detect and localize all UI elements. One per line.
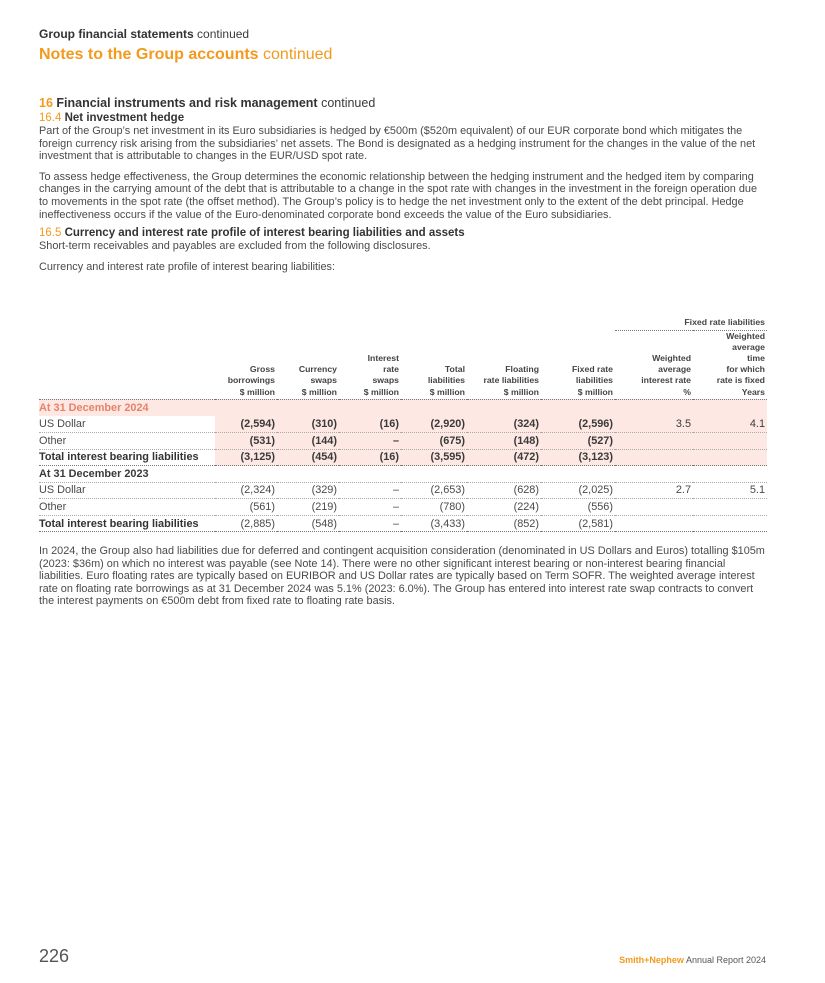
cell-gross: (531) xyxy=(215,432,277,449)
cell-weighted-time xyxy=(693,515,767,532)
row-label: Other xyxy=(39,499,215,516)
cell-weighted-time xyxy=(693,449,767,466)
cell-weighted-rate xyxy=(615,449,693,466)
row-label: Total interest bearing liabilities xyxy=(39,515,215,532)
cell-currency-swaps: (310) xyxy=(277,416,339,433)
cell-weighted-rate: 2.7 xyxy=(615,482,693,499)
cell-currency-swaps: (548) xyxy=(277,515,339,532)
cell-fixed: (2,596) xyxy=(541,416,615,433)
cell-weighted-time xyxy=(693,432,767,449)
note-title: Financial instruments and risk management xyxy=(56,96,318,110)
paragraph: Short-term receivables and payables are excluded from the following disclosures. xyxy=(39,240,431,253)
cell-gross: (3,125) xyxy=(215,449,277,466)
cell-currency-swaps: (219) xyxy=(277,499,339,516)
cell-fixed: (3,123) xyxy=(541,449,615,466)
footer xyxy=(619,955,766,965)
year-row-2023 xyxy=(39,466,767,483)
cell-currency-swaps: (144) xyxy=(277,432,339,449)
cell-weighted-time: 4.1 xyxy=(693,416,767,433)
table-row xyxy=(39,482,767,499)
cell-interest-rate-swaps: – xyxy=(339,515,401,532)
paragraph: To assess hedge effectiveness, the Group determines the economic relationship between the hedging instrument and the hedged item by comparing changes in the carrying amount of the debt that is attributable to a change in the spot rate with changes in the investment in the foreign operation due to movements in the spot rate (the offset method). The Group’s policy is to hedge the net investment only to the extent of the debt principal. Hedge ineffectiveness occurs if the value of the Euro-denominated corporate bond exceeds the value of the Euro subsidiaries. xyxy=(39,170,758,221)
table-total-row xyxy=(39,449,767,466)
cell-fixed: (556) xyxy=(541,499,615,516)
note-number: 16 xyxy=(39,96,53,110)
cell-interest-rate-swaps: – xyxy=(339,432,401,449)
cell-interest-rate-swaps: – xyxy=(339,482,401,499)
table-group-header-row xyxy=(39,316,767,330)
col-header-total-liabilities: Total liabilities $ million xyxy=(401,330,467,399)
col-header-weighted-rate: Weighted average interest rate % xyxy=(615,330,693,399)
subsection-heading-16-5 xyxy=(39,227,767,239)
note-continued: continued xyxy=(321,96,376,110)
cell-total: (3,595) xyxy=(401,449,467,466)
cell-weighted-rate xyxy=(615,515,693,532)
fixed-rate-group-header: Fixed rate liabilities xyxy=(615,316,767,330)
col-header-interest-rate-swaps: Interest rate swaps $ million xyxy=(339,330,401,399)
paragraph: Currency and interest rate profile of interest bearing liabilities: xyxy=(39,260,336,273)
cell-floating: (324) xyxy=(467,416,541,433)
cell-gross: (2,324) xyxy=(215,482,277,499)
year-label: At 31 December 2023 xyxy=(39,466,215,483)
page-title-continued: continued xyxy=(263,46,333,63)
cell-weighted-rate xyxy=(615,432,693,449)
table-column-header-row xyxy=(39,330,767,399)
paragraph: In 2024, the Group also had liabilities due for deferred and contingent acquisition consideration (denominated in US Dollars and Euros) totalling $105m (2023: $36m) on which no interest was payable (see Note 14). There were no other significant interest bearing or non-interest bearing financial liabilities. Euro floating rates are typically based on EURIBOR and US Dollar rates are typically based on Term SOFR. The weighted average interest rate on floating rate borrowings as at 31 December 2024 was 5.1% (2023: 6.0%). The Group has entered into interest rate swap contracts to convert the interest payments on €500m debt from fixed rate to floating rate basis. xyxy=(39,545,765,608)
cell-gross: (561) xyxy=(215,499,277,516)
col-header-weighted-time: Weighted average time for which rate is fixed Years xyxy=(693,330,767,399)
subsection-title: Net investment hedge xyxy=(64,112,185,124)
cell-weighted-time: 5.1 xyxy=(693,482,767,499)
cell-total: (3,433) xyxy=(401,515,467,532)
col-header-floating: Floating rate liabilities $ million xyxy=(467,330,541,399)
running-header-label: Group financial statements xyxy=(39,27,194,41)
page-title-text: Notes to the Group accounts xyxy=(39,46,259,63)
cell-currency-swaps: (329) xyxy=(277,482,339,499)
page-title xyxy=(39,46,332,64)
year-row-2024 xyxy=(39,399,767,416)
cell-weighted-time xyxy=(693,499,767,516)
year-label: At 31 December 2024 xyxy=(39,399,215,416)
table-row xyxy=(39,432,767,449)
subsection-number: 16.5 xyxy=(39,227,62,240)
cell-weighted-rate xyxy=(615,499,693,516)
cell-fixed: (2,581) xyxy=(541,515,615,532)
row-label: Total interest bearing liabilities xyxy=(39,449,215,466)
page-number: 226 xyxy=(39,946,70,966)
cell-interest-rate-swaps: (16) xyxy=(339,416,401,433)
row-label: US Dollar xyxy=(39,416,215,433)
cell-floating: (472) xyxy=(467,449,541,466)
note-body xyxy=(39,96,767,273)
col-header-currency-swaps: Currency swaps $ million xyxy=(277,330,339,399)
table-total-row xyxy=(39,515,767,532)
cell-fixed: (527) xyxy=(541,432,615,449)
brand-logo-text: Smith+Nephew xyxy=(619,955,684,965)
subsection-title: Currency and interest rate profile of interest bearing liabilities and assets xyxy=(64,227,465,240)
cell-fixed: (2,025) xyxy=(541,482,615,499)
cell-total: (2,920) xyxy=(401,416,467,433)
post-table-notes xyxy=(39,544,767,608)
cell-gross: (2,594) xyxy=(215,416,277,433)
col-header-fixed: Fixed rate liabilities $ million xyxy=(541,330,615,399)
cell-floating: (628) xyxy=(467,482,541,499)
footer-report-title: Annual Report 2024 xyxy=(685,955,766,965)
col-header-gross: Gross borrowings $ million xyxy=(215,330,277,399)
row-label: US Dollar xyxy=(39,482,215,499)
row-label: Other xyxy=(39,432,215,449)
cell-total: (675) xyxy=(401,432,467,449)
cell-interest-rate-swaps: – xyxy=(339,499,401,516)
cell-floating: (224) xyxy=(467,499,541,516)
cell-total: (780) xyxy=(401,499,467,516)
cell-gross: (2,885) xyxy=(215,515,277,532)
running-header-continued: continued xyxy=(197,27,250,41)
table-row xyxy=(39,416,767,433)
paragraph: Part of the Group’s net investment in its Euro subsidiaries is hedged by €500m ($520m equivalent) of our EUR corporate bond which mitigates the foreign currency risk arising from the subsidiaries’ net assets. The Bond is designated as a hedging instrument for the changes in the value of the net investment that is attributable to changes in the EUR/USD spot rate. xyxy=(39,125,756,163)
note-heading xyxy=(39,96,767,110)
cell-total: (2,653) xyxy=(401,482,467,499)
interest-bearing-liabilities-table xyxy=(39,316,767,532)
cell-floating: (852) xyxy=(467,515,541,532)
cell-currency-swaps: (454) xyxy=(277,449,339,466)
subsection-heading-16-4 xyxy=(39,112,767,124)
cell-interest-rate-swaps: (16) xyxy=(339,449,401,466)
cell-floating: (148) xyxy=(467,432,541,449)
running-header xyxy=(39,27,249,41)
subsection-number: 16.4 xyxy=(39,112,62,124)
table-row xyxy=(39,499,767,516)
cell-weighted-rate: 3.5 xyxy=(615,416,693,433)
